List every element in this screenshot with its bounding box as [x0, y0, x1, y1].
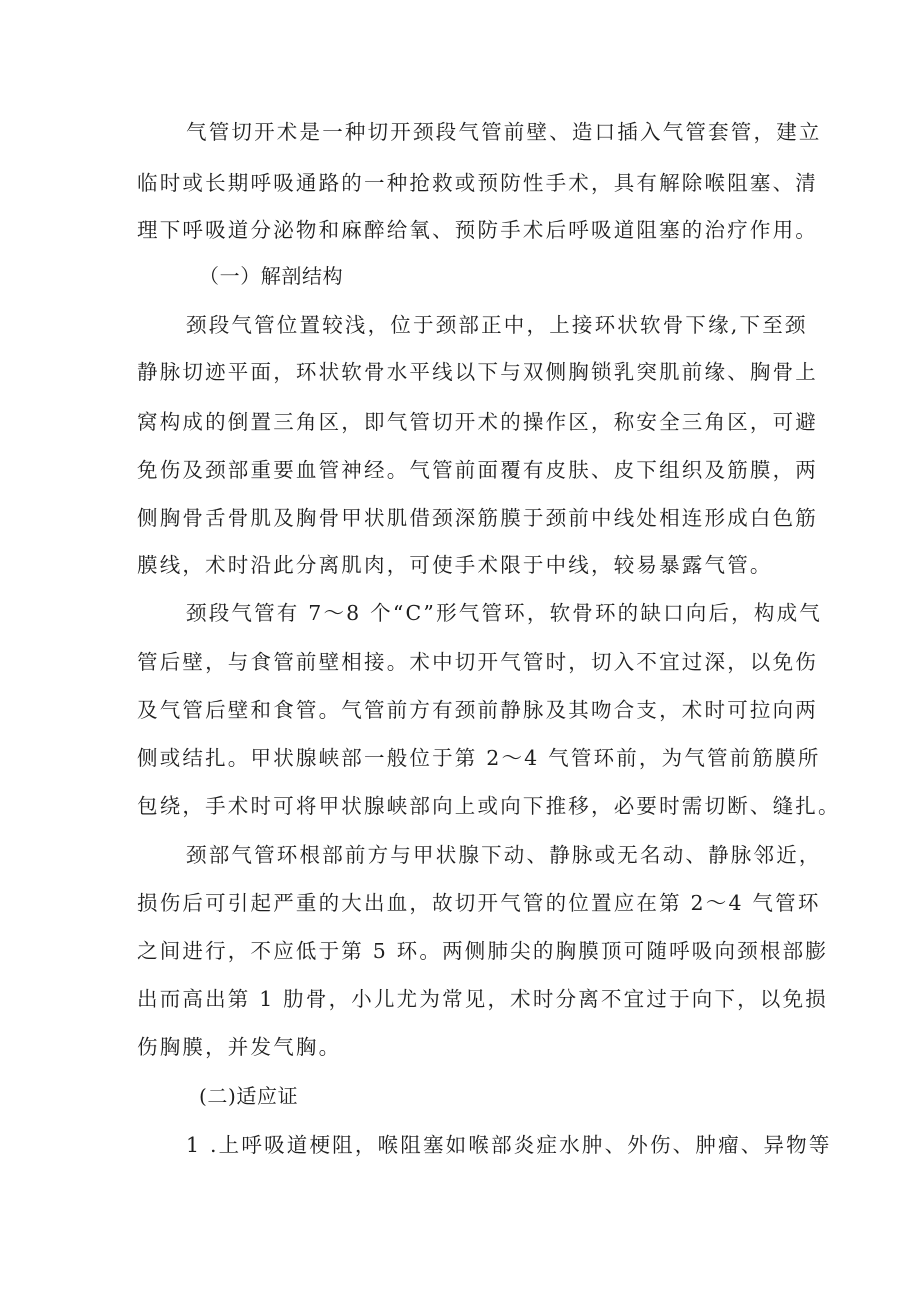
anatomy-para1-line-1: 颈段气管位置较浅，位于颈部正中，上接环状软骨下缘,下至颈	[186, 313, 808, 337]
anatomy-para2-line-1: 颈段气管有 7～8 个“C”形气管环，软骨环的缺口向后，构成气	[186, 601, 822, 625]
intro-line-3: 理下呼吸道分泌物和麻醉给氧、预防手术后呼吸道阻塞的治疗作用。	[137, 218, 818, 242]
anatomy-para2-line-5: 包绕，手术时可将甲状腺峡部向上或向下推移，必要时需切断、缝扎。	[137, 794, 841, 818]
anatomy-para1-line-3: 窝构成的倒置三角区，即气管切开术的操作区，称安全三角区，可避	[137, 410, 818, 434]
intro-line-1: 气管切开术是一种切开颈段气管前壁、造口插入气管套管，建立	[186, 120, 822, 144]
anatomy-para2-line-4: 侧或结扎。甲状腺峡部一般位于第 2～4 气管环前，为气管前筋膜所	[137, 746, 821, 770]
anatomy-para1-line-4: 免伤及颈部重要血管神经。气管前面覆有皮肤、皮下组织及筋膜，两	[137, 458, 818, 482]
anatomy-para1-line-2: 静脉切迹平面，环状软骨水平线以下与双侧胸锁乳突肌前缘、胸骨上	[137, 360, 818, 384]
anatomy-para1-line-5: 侧胸骨舌骨肌及胸骨甲状肌借颈深筋膜于颈前中线处相连形成白色筋	[137, 506, 818, 530]
anatomy-para3-line-1: 颈部气管环根部前方与甲状腺下动、静脉或无名动、静脉邻近，	[186, 843, 822, 867]
anatomy-para3-line-2: 损伤后可引起严重的大出血，故切开气管的位置应在第 2～4 气管环	[137, 891, 821, 915]
anatomy-para3-line-5: 伤胸膜，并发气胸。	[137, 1035, 342, 1059]
section-heading-anatomy: （一）解剖结构	[199, 264, 344, 288]
anatomy-para1-line-6: 膜线，术时沿此分离肌肉，可使手术限于中线，较易暴露气管。	[137, 553, 773, 577]
section-heading-indications: (二)适应证	[199, 1084, 299, 1108]
anatomy-para2-line-2: 管后壁，与食管前壁相接。术中切开气管时，切入不宜过深，以免伤	[137, 650, 818, 674]
anatomy-para3-line-3: 之间进行，不应低于第 5 环。两侧肺尖的胸膜顶可随呼吸向颈根部膨	[137, 939, 828, 963]
intro-line-2: 临时或长期呼吸通路的一种抢救或预防性手术，具有解除喉阻塞、清	[137, 171, 818, 195]
anatomy-para3-line-4: 出而高出第 1 肋骨，小儿尤为常见，术时分离不宜过于向下，以免损	[137, 987, 828, 1011]
indications-item-1: 1 .上呼吸道梗阻，喉阻塞如喉部炎症水肿、外伤、肿瘤、异物等	[186, 1133, 832, 1157]
anatomy-para2-line-3: 及气管后壁和食管。气管前方有颈前静脉及其吻合支，术时可拉向两	[137, 698, 818, 722]
